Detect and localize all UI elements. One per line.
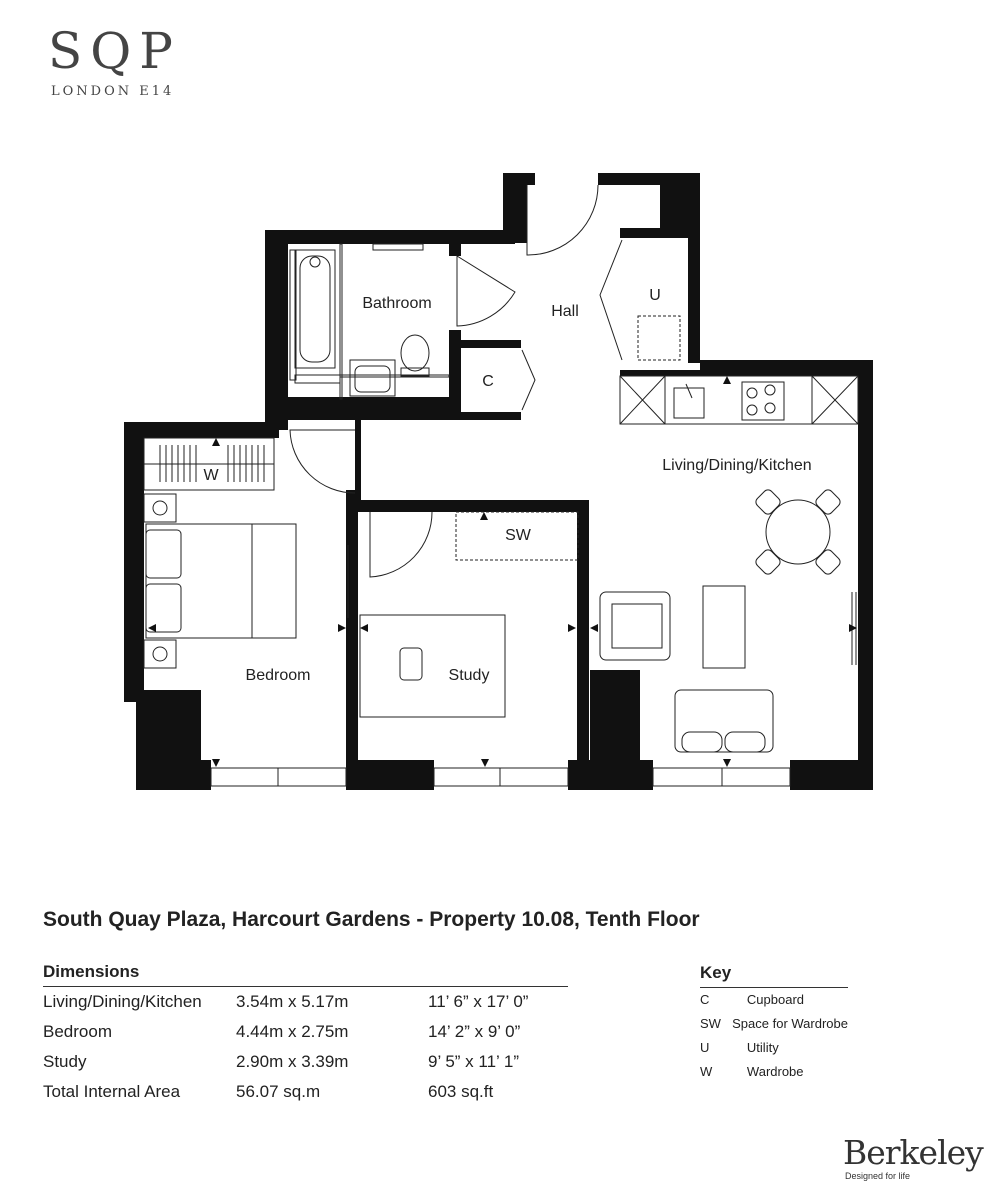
washer-space (638, 316, 680, 360)
key-code: SW (700, 1016, 721, 1031)
dimensions-row (43, 1047, 568, 1077)
key-meaning: Space for Wardrobe (732, 1016, 848, 1031)
dimensions-row (43, 1017, 568, 1047)
dimension-room: Bedroom (43, 1022, 112, 1041)
logo-mark: SQP (48, 22, 181, 80)
walls (124, 173, 873, 790)
key-code: U (700, 1040, 710, 1055)
desk-chair (400, 648, 422, 680)
double-bed (146, 524, 296, 638)
desk (360, 615, 505, 717)
key-code: W (700, 1064, 713, 1079)
dimension-room: Living/Dining/Kitchen (43, 992, 202, 1011)
toilet (401, 335, 429, 371)
logo-location: LONDON E14 (51, 84, 175, 99)
room-label-study: Study (448, 667, 490, 684)
room-label-hall: Hall (551, 303, 579, 320)
key-row (700, 1036, 848, 1060)
room-label-wardrobe: W (203, 467, 219, 484)
room-label-bathroom: Bathroom (362, 295, 432, 312)
dimension-imperial: 9’ 5” x 11’ 1” (428, 1052, 520, 1071)
hob (742, 382, 784, 420)
dimensions-row (43, 1077, 568, 1107)
key-row (700, 1060, 848, 1084)
key-code: C (700, 992, 710, 1007)
dimension-metric: 56.07 sq.m (236, 1082, 321, 1101)
key-legend (700, 963, 848, 1084)
dimension-metric: 4.44m x 2.75m (236, 1022, 349, 1041)
dimensions-heading: Dimensions (43, 962, 568, 987)
bedside-table (144, 494, 176, 522)
key-row (700, 1012, 848, 1036)
fixtures (144, 185, 858, 786)
property-title: South Quay Plaza, Harcourt Gardens - Property 10.08, Tenth Floor (43, 908, 700, 931)
entrance-door (527, 185, 598, 255)
dimension-room: Total Internal Area (43, 1082, 181, 1101)
utility-door (600, 240, 622, 360)
dining-table (766, 500, 830, 564)
room-label-bedroom: Bedroom (245, 667, 311, 684)
key-heading: Key (700, 963, 848, 988)
key-meaning: Cupboard (746, 992, 805, 1007)
room-label-space-for-wardrobe: SW (505, 527, 531, 544)
dimension-imperial: 11’ 6” x 17’ 0” (428, 992, 529, 1011)
dimension-imperial: 603 sq.ft (428, 1082, 494, 1101)
bedside-table (144, 640, 176, 668)
brand-name: Berkeley (843, 1133, 983, 1172)
brand-tagline: Designed for life (845, 1171, 911, 1181)
bathtub (295, 250, 335, 368)
key-row (700, 988, 848, 1012)
dimension-metric: 3.54m x 5.17m (236, 992, 349, 1011)
berkeley-logo (843, 1133, 983, 1185)
key-meaning: Wardrobe (746, 1064, 804, 1079)
cupboard-door (522, 350, 535, 410)
room-label-cupboard: C (482, 373, 494, 390)
study-door (370, 512, 432, 577)
bedroom-door (290, 430, 355, 493)
dimension-metric: 2.90m x 3.39m (236, 1052, 349, 1071)
kitchen-counter (620, 376, 858, 424)
coffee-table (703, 586, 745, 668)
armchair (600, 592, 670, 660)
kitchen-sink (674, 388, 704, 418)
dimensions-row (43, 987, 568, 1017)
dimension-imperial: 14’ 2” x 9’ 0” (428, 1022, 521, 1041)
dimensions-table (43, 962, 568, 1107)
sofa (675, 690, 773, 752)
window (434, 768, 568, 786)
room-label-living: Living/Dining/Kitchen (662, 457, 812, 474)
bathroom-door (457, 256, 515, 326)
key-meaning: Utility (746, 1040, 779, 1055)
room-label-utility: U (649, 287, 661, 304)
dimension-room: Study (43, 1052, 87, 1071)
